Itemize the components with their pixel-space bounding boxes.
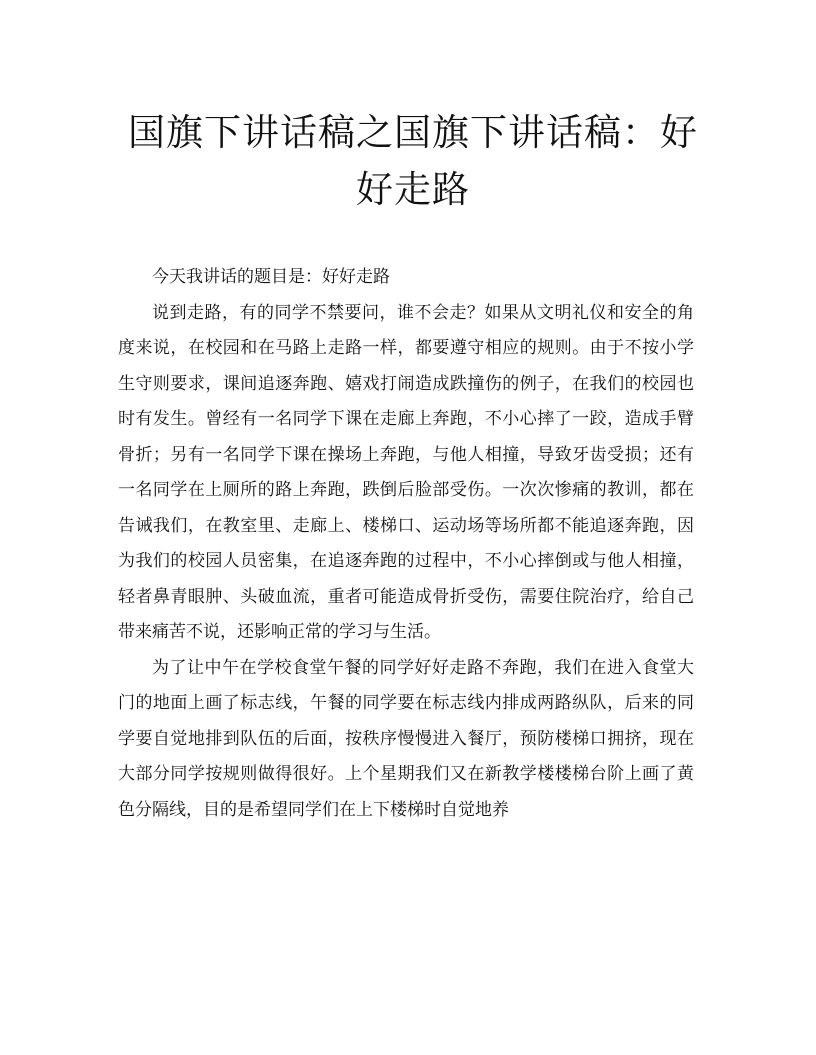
body-paragraph: 说到走路，有的同学不禁要问，谁不会走？如果从文明礼仪和安全的角度来说，在校园和在马路上走路一样，都要遵守相应的规则。由于不按小学生守则要求，课间追逐奔跑、嬉戏打闹造成跌撞伤的例子，在我们的校园也时有发生。曾经有一名同学下课在走廊上奔跑，不小心摔了一跤，造成手臂骨折；另有一名同学下课在操场上奔跑，与他人相撞，导致牙齿受损；还有一名同学在上厕所的路上奔跑，跌倒后脸部受伤。一次次惨痛的教训，都在告诫我们，在教室里、走廊上、楼梯口、运动场等场所都不能追逐奔跑，因为我们的校园人员密集，在追逐奔跑的过程中，不小心摔倒或与他人相撞，轻者鼻青眼肿、头破血流，重者可能造成骨折受伤，需要住院治疗，给自己带来痛苦不说，还影响正常的学习与生活。: [118, 302, 694, 642]
body-paragraph: 今天我讲话的题目是：好好走路: [152, 267, 390, 287]
document-body: [118, 260, 694, 828]
document-title: 国旗下讲话稿之国旗下讲话稿：好好走路: [128, 111, 698, 211]
body-paragraph: 为了让中午在学校食堂午餐的同学好好走路不奔跑，我们在进入食堂大门的地面上画了标志线，午餐的同学要在标志线内排成两路纵队，后来的同学要自觉地排到队伍的后面，按秩序慢慢进入餐厅，预防楼梯口拥挤，现在大部分同学按规则做得很好。上个星期我们又在新教学楼楼梯台阶上画了黄色分隔线，目的是希望同学们在上下楼梯时自觉地养: [118, 657, 694, 820]
